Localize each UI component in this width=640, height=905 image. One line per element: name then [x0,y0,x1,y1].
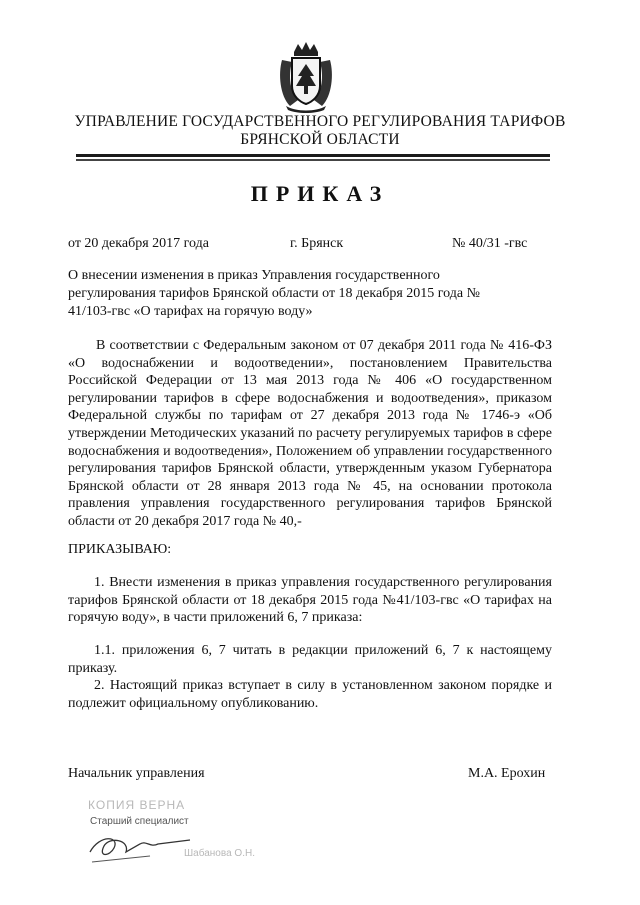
order-item-1-1: 1.1. приложения 6, 7 читать в редакции приложений 6, 7 к настоящему приказу. [68,643,552,676]
coat-of-arms-icon [276,40,336,114]
stamp-line3: Шабанова О.Н. [184,848,255,859]
stamp-line1: КОПИЯ ВЕРНА [88,798,186,812]
signatory-position: Начальник управления [68,766,205,781]
org-name-line1: УПРАВЛЕНИЕ ГОСУДАРСТВЕННОГО РЕГУЛИРОВАНИЯ ТАРИФОВ [74,113,566,130]
header-rule-thick [76,154,550,157]
order-date: от 20 декабря 2017 года [68,236,209,251]
header-rule-thin [76,159,550,161]
order-directive: ПРИКАЗЫВАЮ: [68,542,172,557]
copy-stamp [80,798,260,870]
stamp-line2: Старший специалист [90,816,189,827]
order-subject: О внесении изменения в приказ Управления государственного регулирования тарифов Брянской области от 18 декабря 2015 года № 41/103-гвс «О тарифах на горячую воду» [68,268,480,319]
preamble-paragraph: В соответствии с Федеральным законом от 07 декабря 2011 года № 416-ФЗ «О водоснабжении и водоотведении», постановлением Правительства Российской Федерации от 13 мая 2013 года № 406 «О государственном регулировании тарифов в сфере водоснабжения и водоотведения», приказом Федеральной службы по тарифам от 27 декабря 2013 года № 1746-э «Об утверждении Методических указаний по расчету регулируемых тарифов в сфере водоснабжения и водоотведения», Положением об управлении государственного регулирования тарифов Брянской области, утвержденным указом Губернатора Брянской области от 28 января 2013 года № 45, на основании протокола правления управления государственного регулирования тарифов Брянской области от 20 декабря 2017 года № 40,- [68,338,552,529]
order-city: г. Брянск [290,236,344,251]
handwritten-signature [80,826,200,866]
signatory-name: М.А. Ерохин [468,766,546,781]
order-item-1: 1. Внести изменения в приказ управления государственного регулирования тарифов Брянской области от 18 декабря 2015 года №41/103-гвс «О тарифах на горячую воду», в части приложений 6, 7 приказа: [68,575,552,626]
document-title: ПРИКАЗ [250,181,390,206]
order-item-2: 2. Настоящий приказ вступает в силу в установленном законом порядке и подлежит официальному опубликованию. [68,678,552,711]
org-name-line2: БРЯНСКОЙ ОБЛАСТИ [240,131,400,148]
order-number: № 40/31 -гвс [452,236,528,251]
